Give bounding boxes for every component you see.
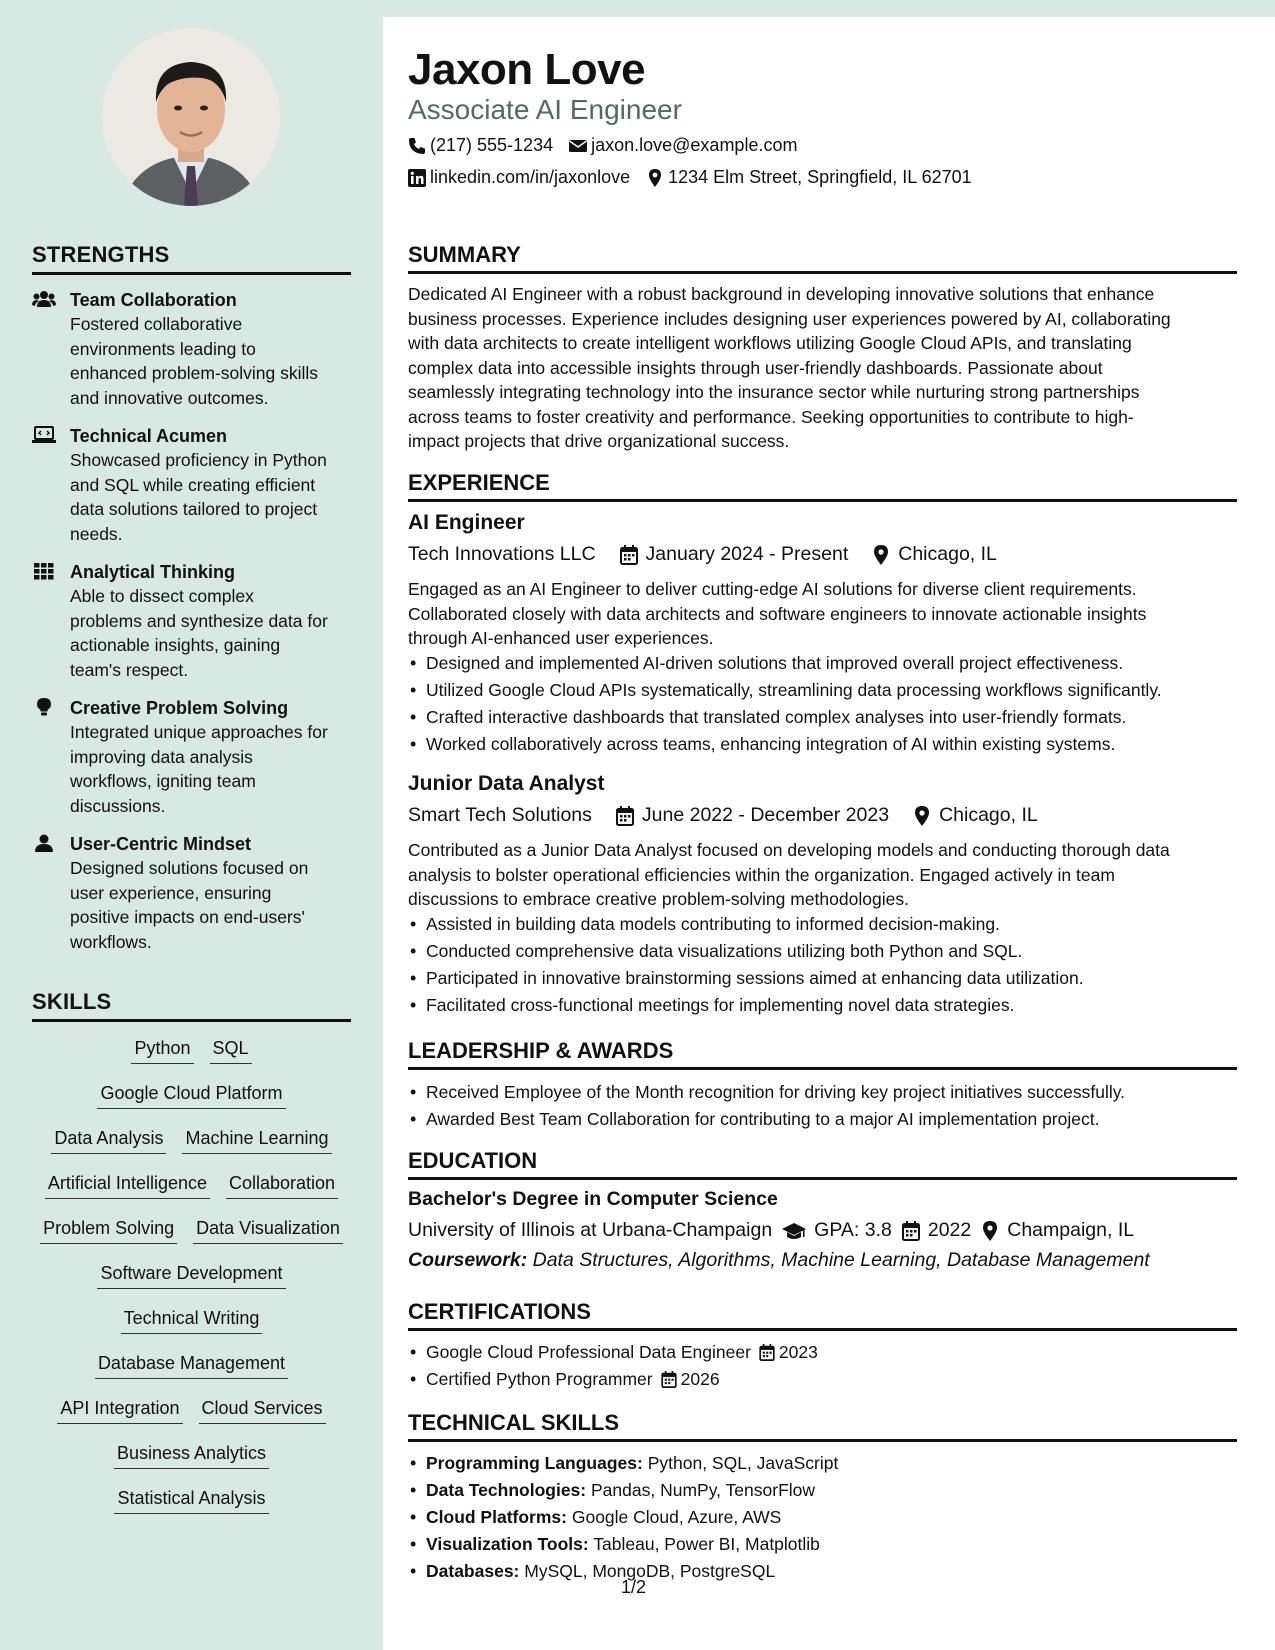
cert-year: 2023: [778, 1342, 818, 1362]
laptop-code-icon: [32, 424, 70, 546]
job-location: Chicago, IL: [898, 543, 997, 565]
strength-description: Able to dissect complex problems and synthesize data for actionable insights, gaining team's respect.: [70, 586, 328, 680]
sidebar: [0, 0, 383, 1650]
skill-tag: Cloud Services: [199, 1396, 326, 1424]
coursework: [408, 1249, 1150, 1272]
list-item: • Awarded Best Team Collaboration for contributing to a major AI implementation project.: [408, 1106, 1237, 1133]
list-item: • Assisted in building data models contributing to informed decision-making.: [408, 911, 1237, 938]
profile-photo: [102, 28, 280, 206]
phone-number: (217) 555-1234: [430, 135, 554, 155]
list-item: • Utilized Google Cloud APIs systematically, streamlining data processing workflows significantly.: [408, 677, 1237, 704]
job-dates: January 2024 - Present: [645, 543, 849, 565]
list-item: • Designed and implemented AI-driven solutions that improved overall project effectiveness.: [408, 650, 1237, 677]
main-content: [383, 17, 1275, 1650]
skill-category: Databases:: [426, 1561, 520, 1581]
skill-tag: SQL: [210, 1036, 252, 1064]
strength-item: [32, 696, 357, 818]
candidate-name: Jaxon Love: [408, 45, 646, 94]
skill-values: MySQL, MongoDB, PostgreSQL: [524, 1561, 776, 1581]
skill-tag: Database Management: [95, 1351, 288, 1379]
company-name: Smart Tech Solutions: [408, 804, 592, 826]
education-heading: EDUCATION: [408, 1148, 1237, 1180]
skill-values: Google Cloud, Azure, AWS: [571, 1507, 782, 1527]
skill-tag: Technical Writing: [121, 1306, 263, 1334]
user-icon: [32, 832, 70, 954]
list-item: • Conducted comprehensive data visualizations utilizing both Python and SQL.: [408, 938, 1237, 965]
list-item: • Facilitated cross-functional meetings for implementing novel data strategies.: [408, 992, 1237, 1019]
candidate-title: Associate AI Engineer: [408, 94, 682, 125]
skill-category: Data Technologies:: [426, 1480, 587, 1500]
skill-tag: Statistical Analysis: [114, 1486, 268, 1514]
skill-tag: Python: [131, 1036, 193, 1064]
strength-item: [32, 288, 357, 410]
cert-name: • Certified Python Programmer: [426, 1369, 653, 1389]
skill-values: Python, SQL, JavaScript: [647, 1453, 839, 1473]
linkedin-link[interactable]: linkedin.com/in/jaxonlove: [430, 167, 631, 187]
contact-row: [408, 167, 972, 188]
certifications-heading: CERTIFICATIONS: [408, 1299, 1237, 1331]
gpa: GPA: 3.8: [814, 1219, 892, 1241]
calendar-icon: [616, 806, 634, 826]
strength-description: Showcased proficiency in Python and SQL while creating efficient data solutions tailored to project needs.: [70, 450, 327, 544]
skill-values: Tableau, Power BI, Matplotlib: [593, 1534, 820, 1554]
skill-tag: Data Analysis: [51, 1126, 166, 1154]
summary-text: Dedicated AI Engineer with a robust background in developing innovative solutions that enhance business processes. Experience includes designing user experiences powered by AI, collaborating with data architects to create intelligent workflows utilizing Google Cloud APIs, and translating complex data into accessible insights through user-friendly dashboards. Passionate about seamlessly integrating technology into the insurance sector while nurturing strong partnerships across teams to foster creativity and performance. Seeking opportunities to contribute to high- impact projects that drive organizational success.: [408, 284, 1171, 451]
strength-item: [32, 832, 357, 954]
list-item: [408, 1339, 1237, 1366]
page-number: 1/2: [621, 1577, 647, 1597]
phone-icon: [408, 137, 426, 155]
skill-tag: Google Cloud Platform: [97, 1081, 285, 1109]
degree-title: Bachelor's Degree in Computer Science: [408, 1188, 778, 1210]
strength-title: Technical Acumen: [70, 426, 228, 446]
skill-tag: Data Visualization: [193, 1216, 343, 1244]
list-item: [408, 1450, 1237, 1477]
cert-year: 2026: [680, 1369, 720, 1389]
strength-title: Team Collaboration: [70, 290, 237, 310]
strength-description: Designed solutions focused on user experience, ensuring positive impacts on end-users' workflows.: [70, 858, 309, 952]
users-icon: [32, 288, 70, 410]
company-name: Tech Innovations LLC: [408, 543, 596, 565]
contact-row: [408, 135, 797, 156]
skill-tag: Software Development: [97, 1261, 285, 1289]
skill-tag: API Integration: [57, 1396, 182, 1424]
calendar-icon: [902, 1221, 920, 1241]
location-icon: [646, 169, 664, 187]
skill-tag: Machine Learning: [182, 1126, 331, 1154]
calendar-icon: [661, 1371, 677, 1388]
education-meta: [408, 1219, 1134, 1242]
school-location: Champaign, IL: [1007, 1219, 1135, 1241]
calendar-icon: [759, 1344, 775, 1361]
job-bullets: [408, 911, 1237, 1019]
strength-title: User-Centric Mindset: [70, 834, 252, 854]
list-item: [408, 1366, 1237, 1393]
awards-list: [408, 1079, 1237, 1133]
grid-icon: [32, 560, 70, 682]
job-bullets: [408, 650, 1237, 758]
skill-tag: Problem Solving: [40, 1216, 177, 1244]
job-title: AI Engineer: [408, 511, 525, 534]
technical-skills-list: [408, 1450, 1237, 1585]
coursework-list: Data Structures, Algorithms, Machine Learning, Database Management: [532, 1249, 1150, 1271]
strength-item: [32, 424, 357, 546]
strengths-heading: STRENGTHS: [32, 242, 351, 275]
list-item: • Participated in innovative brainstorming sessions aimed at enhancing data utilization.: [408, 965, 1237, 992]
strength-title: Creative Problem Solving: [70, 698, 289, 718]
skill-tag: Artificial Intelligence: [45, 1171, 210, 1199]
technical-skills-heading: TECHNICAL SKILLS: [408, 1410, 1237, 1442]
job-description: Engaged as an AI Engineer to deliver cutting-edge AI solutions for diverse client requirements. Collaborated closely with data architects and software engineers to innovate actionable insights through AI-enhanced user experiences.: [408, 579, 1147, 648]
skill-tag: Collaboration: [226, 1171, 338, 1199]
coursework-label: Coursework:: [408, 1249, 528, 1271]
location-icon: [872, 545, 890, 565]
strength-description: Integrated unique approaches for improving data analysis workflows, igniting team discussions.: [70, 722, 328, 816]
strength-item: [32, 560, 357, 682]
list-item: • Received Employee of the Month recognition for driving key project initiatives successfully.: [408, 1079, 1237, 1106]
job-dates: June 2022 - December 2023: [641, 804, 890, 826]
skills-list: [32, 1036, 351, 1531]
skill-category: Cloud Platforms:: [426, 1507, 567, 1527]
school-name: University of Illinois at Urbana-Champaign: [408, 1219, 773, 1241]
list-item: [408, 1477, 1237, 1504]
skill-tag: Business Analytics: [114, 1441, 269, 1469]
job-location: Chicago, IL: [939, 804, 1038, 826]
location-icon: [913, 806, 931, 826]
skill-category: Visualization Tools:: [426, 1534, 589, 1554]
list-item: [408, 1558, 1237, 1585]
location-icon: [981, 1221, 999, 1241]
list-item: [408, 1504, 1237, 1531]
list-item: • Worked collaboratively across teams, enhancing integration of AI within existing systems.: [408, 731, 1237, 758]
lightbulb-icon: [32, 696, 70, 818]
summary-heading: SUMMARY: [408, 242, 1237, 274]
job-title: Junior Data Analyst: [408, 772, 605, 795]
certifications-list: [408, 1339, 1237, 1393]
address-text: 1234 Elm Street, Springfield, IL 62701: [668, 167, 972, 187]
job-description: Contributed as a Junior Data Analyst focused on developing models and conducting thorough data analysis to bolster operational efficiencies within the organization. Engaged actively in team discussions to embrace creative problem-solving methodologies.: [408, 840, 1170, 909]
graduation-cap-icon: [782, 1221, 806, 1241]
calendar-icon: [620, 545, 638, 565]
awards-heading: LEADERSHIP & AWARDS: [408, 1038, 1237, 1070]
strength-description: Fostered collaborative environments leading to enhanced problem-solving skills and innovative outcomes.: [70, 314, 319, 408]
strengths-list: [32, 288, 357, 968]
skill-values: Pandas, NumPy, TensorFlow: [591, 1480, 816, 1500]
email-link[interactable]: jaxon.love@example.com: [591, 135, 798, 155]
graduation-year: 2022: [927, 1219, 972, 1241]
skills-heading: SKILLS: [32, 989, 351, 1022]
linkedin-icon: [408, 169, 426, 187]
list-item: • Crafted interactive dashboards that translated complex analyses into user-friendly formats.: [408, 704, 1237, 731]
skill-category: Programming Languages:: [426, 1453, 643, 1473]
job-meta: [408, 543, 997, 566]
strength-title: Analytical Thinking: [70, 562, 236, 582]
job-meta: [408, 804, 1038, 827]
cert-name: • Google Cloud Professional Data Engineer: [426, 1342, 751, 1362]
list-item: [408, 1531, 1237, 1558]
experience-heading: EXPERIENCE: [408, 470, 1237, 502]
email-icon: [569, 137, 587, 155]
